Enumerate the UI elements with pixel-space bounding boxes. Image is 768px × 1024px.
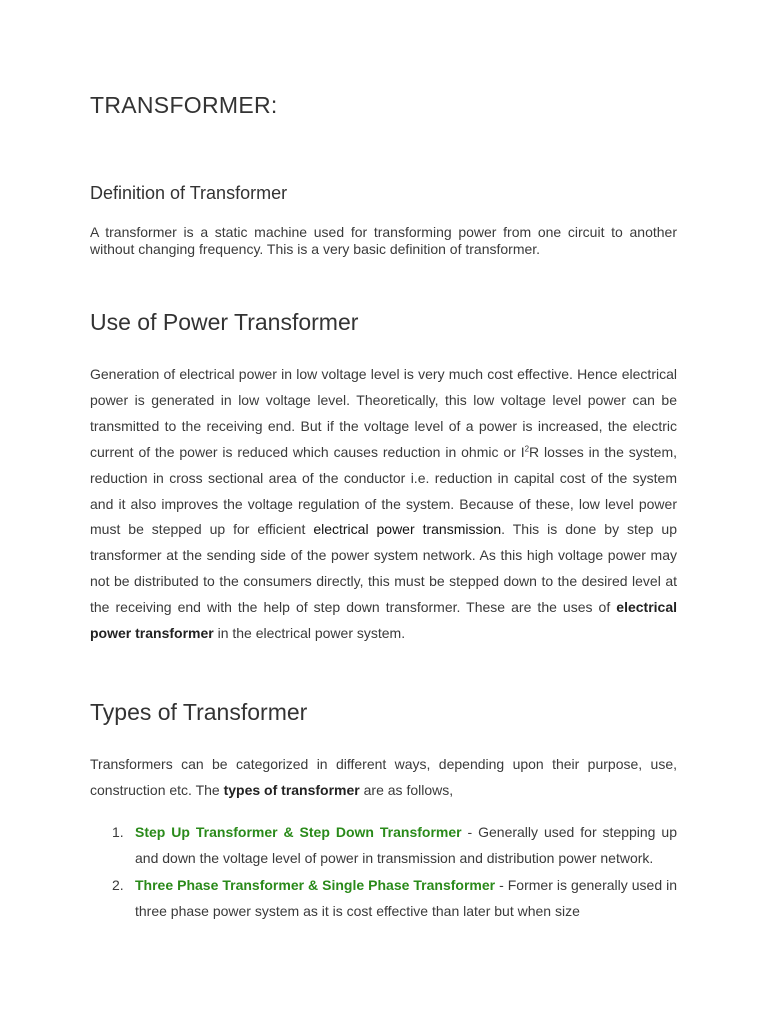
- step-up-step-down-transformer-link[interactable]: Step Up Transformer & Step Down Transformer: [135, 824, 462, 840]
- definition-paragraph: A transformer is a static machine used for transforming power from one circuit to another without changing frequency. This is a very basic definition of transformer.: [90, 224, 677, 257]
- types-heading: Types of Transformer: [90, 699, 308, 725]
- electrical-power-transmission-link[interactable]: electrical power transmission: [313, 521, 502, 538]
- list-number: 1.: [112, 824, 124, 840]
- list-item-description: - Former is generally used in three phase power system as it is cost effective than later but when size: [135, 877, 678, 919]
- definition-heading: Definition of Transformer: [90, 183, 288, 203]
- use-text-b: R losses in the system, reduction in cross sectional area of the conductor i.e. reduction in capital cost of the system and it also improves the voltage regulation of the system. Because of these, low level power must be stepped up for efficient: [90, 443, 677, 538]
- use-text-a: Generation of electrical power in low voltage level is very much cost effective. Hence electrical power is generated in low voltage level. Theoretically, this low voltage level power can be transmitted to the receiving end. But if the voltage level of a power is increased, the electric current of the power is reduced which causes reduction in ohmic or I: [90, 366, 677, 460]
- page-title: TRANSFORMER:: [90, 92, 278, 118]
- types-intro-paragraph: [90, 752, 677, 804]
- types-intro-a: Transformers can be categorized in different ways, depending upon their purpose, use, construction etc. The: [90, 756, 677, 798]
- types-intro-b: are as follows,: [359, 781, 454, 798]
- list-item-description: - Generally used for stepping up and down the voltage level of power in transmission and distribution power network.: [135, 824, 677, 866]
- three-phase-single-phase-transformer-link[interactable]: Three Phase Transformer & Single Phase Transformer: [135, 877, 496, 893]
- types-list: [90, 819, 677, 924]
- use-paragraph: [90, 362, 677, 647]
- use-text-c: . This is done by step up transformer at the sending side of the power system network. As this high voltage power may not be distributed to the consumers directly, this must be stepped down to the desired level at the receiving end with the help of step down transformer. These are the uses of: [90, 521, 677, 616]
- list-item: [90, 819, 677, 871]
- list-number: 2.: [112, 877, 124, 893]
- superscript-two: 2: [524, 444, 530, 454]
- use-text-d: in the electrical power system.: [213, 625, 406, 642]
- types-of-transformer-bold: types of transformer: [223, 781, 360, 798]
- electrical-power-transformer-link[interactable]: electrical power transformer: [90, 599, 677, 642]
- list-item: [90, 872, 677, 924]
- use-heading: Use of Power Transformer: [90, 309, 359, 335]
